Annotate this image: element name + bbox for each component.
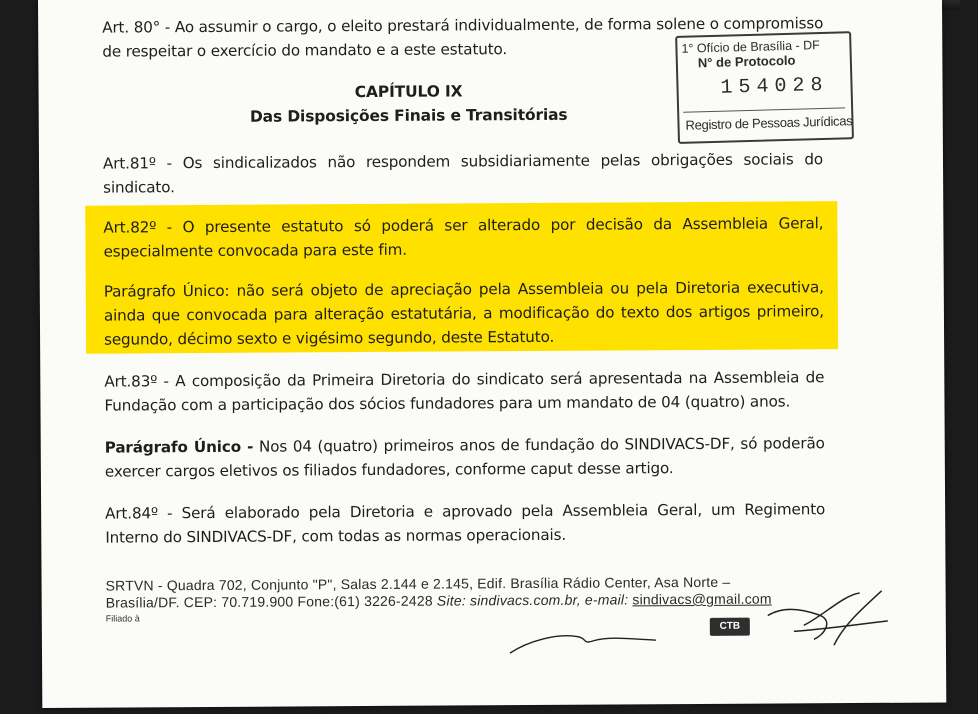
document-page bbox=[38, 0, 946, 708]
art82-line2: especialmente convocada para este fim. bbox=[103, 240, 407, 261]
art83-paragraph-label: Parágrafo Único - bbox=[104, 437, 254, 457]
footer-phone: Brasília/DF. CEP: 70.719.900 Fone:(61) 3226-2428 bbox=[105, 592, 437, 611]
art80-line2: de respeitar o exercício do mandato e a este estatuto. bbox=[102, 40, 508, 61]
stamp-office: 1° Ofício de Brasília - DF bbox=[681, 38, 820, 56]
footer-site: Site: sindivacs.com.br, e-mail: bbox=[436, 591, 633, 609]
footer-contact bbox=[106, 591, 772, 612]
stamp-protocol-number: 154028 bbox=[720, 73, 829, 100]
art82-paragraph-line1: Parágrafo Único: não será objeto de apreciação pela Assembleia ou pela Diretoria executiva, bbox=[103, 278, 824, 301]
art83-paragraph-text: Nos 04 (quatro) primeiros anos de fundação do SINDIVACS-DF, só poderão bbox=[253, 434, 825, 456]
art82-paragraph-line2: ainda que convocada para alteração estatutária, a modificação do texto dos artigos primeiro, bbox=[103, 302, 824, 325]
stamp-protocol-label: N° de Protocolo bbox=[697, 52, 796, 71]
art81-line2: sindicato. bbox=[103, 178, 175, 197]
art84-line1: Art.84º - Será elaborado pela Diretoria e aprovado pela Assembleia Geral, um Regimento bbox=[105, 500, 826, 523]
protocol-stamp bbox=[675, 31, 854, 144]
art82-paragraph-line3: segundo, décimo sexto e vigésimo segundo, deste Estatuto. bbox=[104, 327, 555, 349]
signature-2 bbox=[764, 585, 894, 656]
stamp-divider bbox=[683, 107, 845, 112]
art83-paragraph-line2: exercer cargos eletivos os filiados fundadores, conforme caput desse artigo. bbox=[104, 459, 674, 481]
stamp-registry: Registro de Pessoas Jurídicas bbox=[685, 113, 853, 133]
art82-line1: Art.82º - O presente estatuto só poderá ser alterado por decisão da Assembleia Geral, bbox=[103, 214, 824, 237]
footer-email: sindivacs@gmail.com bbox=[632, 590, 772, 608]
footer-filiado: Filiado à bbox=[105, 613, 140, 624]
art80-line1: Art. 80° - Ao assumir o cargo, o eleito prestará individualmente, de forma solene o compromisso bbox=[102, 14, 824, 37]
art83-line1: Art.83º - A composição da Primeira Diretoria do sindicato será apresentada na Assembleia de bbox=[104, 368, 825, 391]
ctb-logo: CTB bbox=[710, 618, 750, 636]
art84-line2: Interno do SINDIVACS-DF, com todas as normas operacionais. bbox=[105, 525, 567, 547]
art81-line1: Art.81º - Os sindicalizados não respondem subsidiariamente pelas obrigações sociais do bbox=[102, 150, 824, 173]
signature-1 bbox=[508, 618, 658, 659]
chapter-title: CAPÍTULO IX bbox=[354, 82, 463, 102]
chapter-subtitle: Das Disposições Finais e Transitórias bbox=[249, 105, 568, 126]
footer-address: SRTVN - Quadra 702, Conjunto "P", Salas 2.144 e 2.145, Edif. Brasília Rádio Center, Asa Norte – bbox=[105, 573, 731, 594]
art83-line2: Fundação com a participação dos sócios fundadores para um mandato de 04 (quatro) anos. bbox=[104, 392, 791, 415]
